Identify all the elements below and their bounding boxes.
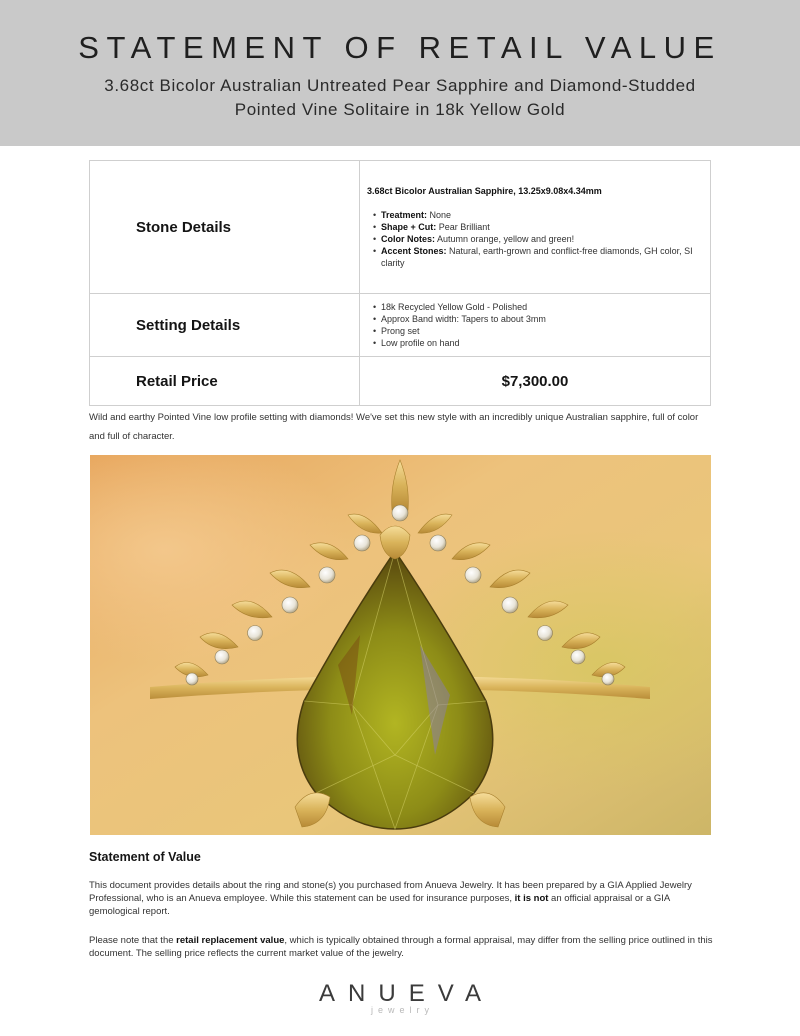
list-item: • Color Notes: Autumn orange, yellow and green! [374,233,700,245]
setting-details-label: Setting Details [90,294,360,357]
logo-name: ANUEVA [319,980,494,1007]
ring-description: Wild and earthy Pointed Vine low profile setting with diamonds! We've set this new style with an incredibly unique Australian sapphire, full of color and full of character. [89,412,699,442]
list-item: • Shape + Cut: Pear Brilliant [374,221,700,233]
list-item: • Accent Stones: Natural, earth-grown and conflict-free diamonds, GH color, SI clarity [374,245,700,269]
list-item: • Prong set [374,325,700,337]
setting-details-row [90,294,711,357]
stone-details-content [360,161,711,294]
retail-price-label: Retail Price [90,357,360,406]
stone-details-list [367,209,700,269]
stone-details-row [90,161,711,294]
statement-paragraph-1: This document provides details about the ring and stone(s) you purchased from Anueva Jewelry. It has been prepared by a GIA Applied Jewelry Professional, who is an Anueva employee. While this statement can be used for insurance purposes, it is not an official appraisal or a GIA gemological report. [89,880,692,917]
stone-heading: 3.68ct Bicolor Australian Sapphire, 13.25x9.08x4.34mm [367,186,602,196]
details-table [89,160,711,406]
page-title: STATEMENT OF RETAIL VALUE [78,30,722,65]
retail-price-value: $7,300.00 [360,357,711,406]
list-item: • Treatment: None [374,209,700,221]
setting-details-list [367,301,700,349]
list-item: • Approx Band width: Tapers to about 3mm [374,313,700,325]
statement-of-value-title: Statement of Value [89,850,201,864]
list-item: • 18k Recycled Yellow Gold - Polished [374,301,700,313]
ring-photo [90,455,711,835]
header-banner [0,0,800,146]
stone-details-label: Stone Details [90,161,360,294]
page-subtitle: 3.68ct Bicolor Australian Untreated Pear Sapphire and Diamond-Studded Pointed Vine Solitaire in 18k Yellow Gold [104,76,696,119]
retail-price-row [90,357,711,406]
statement-paragraph-2: Please note that the retail replacement value, which is typically obtained through a formal appraisal, may differ from the selling price outlined in this document. The selling price reflects the current market value of the jewelry. [89,935,713,959]
setting-details-content [360,294,711,357]
list-item: • Low profile on hand [374,337,700,349]
anueva-logo [0,980,800,1015]
logo-subtext: jewelry [370,1005,434,1015]
